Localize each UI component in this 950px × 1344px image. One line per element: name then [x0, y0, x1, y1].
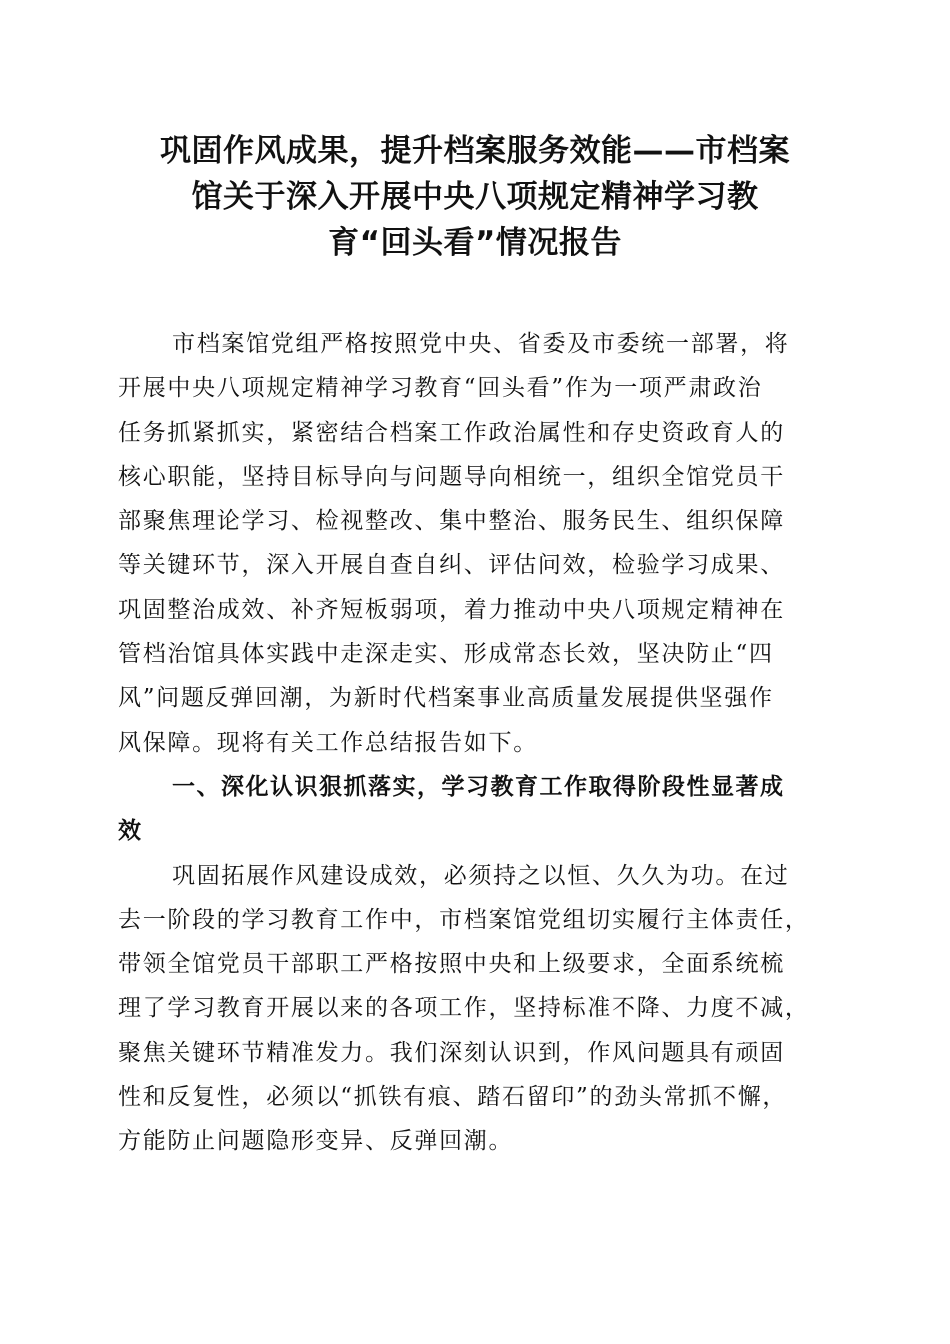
- text-line: 等关键环节，深入开展自查自纠、评估问效，检验学习成果、: [118, 552, 785, 579]
- text-line: 部聚焦理论学习、检视整改、集中整治、服务民生、组织保障: [118, 508, 785, 535]
- text-line: 方能防止问题隐形变异、反弹回潮。: [118, 1128, 514, 1155]
- text-line: 巩固整治成效、补齐短板弱项，着力推动中央八项规定精神在: [118, 596, 785, 623]
- heading-line: 一、深化认识狠抓落实，学习教育工作取得阶段性显著成: [172, 773, 785, 800]
- text-line: 性和反复性，必须以“抓铁有痕、踏石留印”的劲头常抓不懈，: [118, 1084, 788, 1111]
- text-line: 市档案馆党组严格按照党中央、省委及市委统一部署，将: [172, 331, 790, 357]
- text-line: 管档治馆具体实践中走深走实、形成常态长效，坚决防止“四: [118, 641, 774, 668]
- section-paragraph: [118, 854, 830, 1164]
- text-line: 开展中央八项规定精神学习教育“回头看”作为一项严肃政治: [118, 375, 763, 402]
- document-title: [110, 128, 840, 266]
- text-line: 理了学习教育开展以来的各项工作，坚持标准不降、力度不减，: [118, 995, 810, 1022]
- heading-line: 效: [118, 818, 143, 845]
- text-line: 任务抓紧抓实，紧密结合档案工作政治属性和存史资政育人的: [118, 419, 785, 446]
- text-line: 带领全馆党员干部职工严格按照中央和上级要求，全面系统梳: [118, 951, 785, 978]
- text-line: 聚焦关键环节精准发力。我们深刻认识到，作风问题具有顽固: [118, 1039, 785, 1066]
- section-heading: [118, 765, 830, 854]
- text-line: 核心职能，坚持目标导向与问题导向相统一，组织全馆党员干: [118, 463, 785, 490]
- text-line: 风”问题反弹回潮，为新时代档案事业高质量发展提供坚强作: [118, 685, 774, 712]
- text-line: 巩固拓展作风建设成效，必须持之以恒、久久为功。在过: [172, 862, 790, 889]
- text-line: 去一阶段的学习教育工作中，市档案馆党组切实履行主体责任，: [118, 906, 810, 933]
- document-body: [118, 322, 830, 1164]
- title-line: 育“回头看”情况报告: [328, 225, 622, 261]
- title-line: 巩固作风成果，提升档案服务效能——市档案: [160, 133, 790, 169]
- intro-paragraph: [118, 322, 830, 765]
- text-line: 风保障。现将有关工作总结报告如下。: [118, 729, 538, 756]
- title-line: 馆关于深入开展中央八项规定精神学习教: [191, 179, 759, 215]
